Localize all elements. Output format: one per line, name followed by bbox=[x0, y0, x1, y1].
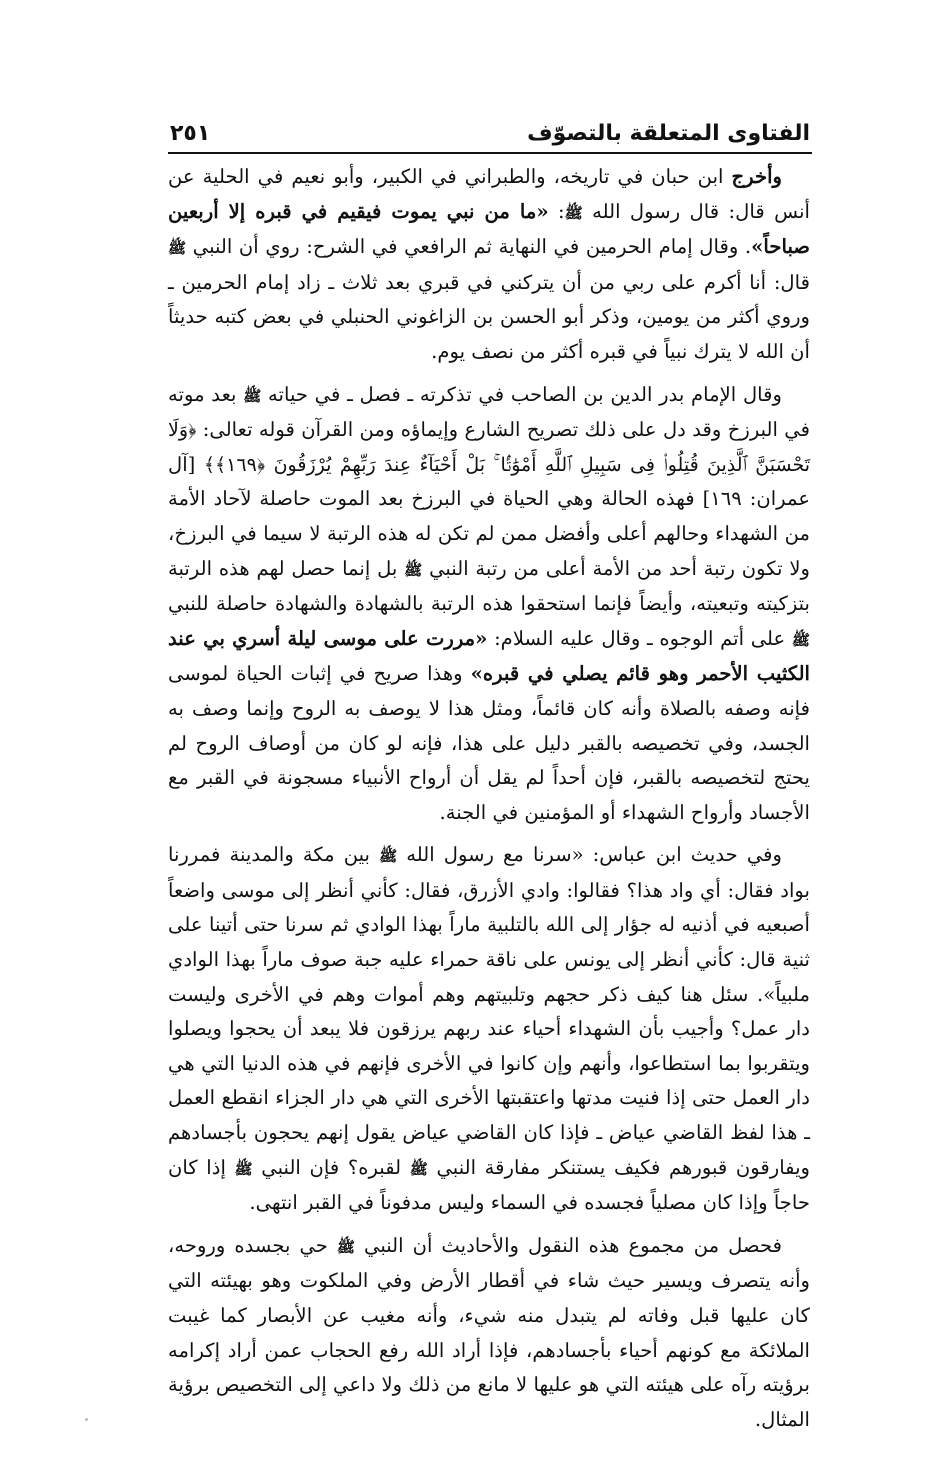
paragraph-text: ابن حبان في تاريخه، والطبراني في الكبير، وأبو نعيم في الحلية عن أنس قال: قال رسول الله bbox=[168, 165, 810, 223]
paragraph-4 bbox=[168, 1229, 810, 1438]
paragraph-opening-word: وأخرج bbox=[731, 165, 782, 188]
paragraph-text: بل إنما حصل لهم هذه الرتبة بتزكيته وتبعيته، وأيضاً فإنما استحقوا هذه الرتبة بالشهادة والشهادة حاصلة للنبي bbox=[168, 556, 810, 616]
header-rule bbox=[168, 152, 812, 154]
scan-speck bbox=[85, 1418, 88, 1421]
paragraph-text: : bbox=[548, 199, 565, 223]
salutation-glyph: ﷺ bbox=[379, 847, 398, 866]
paragraph-text: لقبره؟ فإن النبي bbox=[252, 1155, 410, 1179]
paragraph-text: قال: أنا أكرم على ربي من أن يتركني في قبري بعد ثلاث ـ زاد إمام الحرمين ـ وروي أكثر من يومين، وذكر أبو الحسن بن الزاغوني الحنبلي في بعض كتبه حديثاً أن الله لا يترك نبياً في قبره أكثر من نصف يوم. bbox=[168, 270, 810, 363]
paragraph-2 bbox=[168, 378, 810, 831]
salutation-glyph: ﷺ bbox=[168, 239, 187, 258]
salutation-glyph: ﷺ bbox=[404, 560, 423, 579]
salutation-glyph: ﷺ bbox=[791, 630, 810, 649]
hadith-quote: «ما من نبي يموت فيقيم في قبره إلا أربعين صباحاً» bbox=[168, 199, 810, 259]
quran-verse: ﴿وَلَا تَحْسَبَنَّ ٱلَّذِينَ قُتِلُوا۟ فِى سَبِيلِ ٱللَّهِ أَمْوَٰتًۢا ۚ بَلْ أَحْيَآءٌ عِندَ رَبِّهِمْ يُرْزَقُونَ ﴿١٦٩﴾﴾ bbox=[168, 419, 810, 476]
paragraph-text: حي بجسده وروحه، وأنه يتصرف ويسير حيث شاء في أقطار الأرض وفي الملكوت وهو بهيئته التي كان عليها قبل وفاته لم يتبدل منه شيء، وأنه مغيب عن الأبصار كما غيبت الملائكة مع كونهم أحياء بأجسادهم، فإذا أراد الله رفع الحجاب عمن أراد إكرامه برؤيته رآه على هيئته التي هو عليها لا مانع من ذلك ولا داعي إلى التخصيص برؤية المثال. bbox=[168, 1233, 810, 1431]
salutation-glyph: ﷺ bbox=[336, 1237, 356, 1256]
paragraph-text: . وقال إمام الحرمين في النهاية ثم الرافعي في الشرح: روي أن النبي bbox=[186, 235, 752, 259]
paragraph-text: [آل عمران: ١٦٩] فهذه الحالة وهي الحياة في البرزخ بعد الموت حاصلة لآحاد الأمة من الشهداء وحالهم أعلى وأفضل ممن لم تكن له هذه الرتبة لا سيما في البرزخ، ولا تكون رتبة أحد من الأمة أعلى من رتبة النبي bbox=[168, 452, 811, 580]
page-body bbox=[168, 160, 810, 1437]
paragraph-1 bbox=[168, 160, 810, 370]
salutation-glyph: ﷺ bbox=[234, 1159, 253, 1178]
paragraph-3 bbox=[168, 838, 810, 1221]
paragraph-text: وهذا صريح في إثبات الحياة لموسى فإنه وصفه بالصلاة وأنه كان قائماً، ومثل هذا لا يوصف به الروح وإنما وصف به الجسد، وفي تخصيصه بالقبر دليل على هذا، فإنه لو كان من أوصاف الروح لم يحتج لتخصيصه بالقبر، فإن أحداً لم يقل أن أرواح الأنبياء مسجونة في القبر مع الأجساد وأرواح الشهداء أو المؤمنين في الجنة. bbox=[168, 662, 810, 824]
running-title: الفتاوى المتعلقة بالتصوّف bbox=[527, 121, 810, 146]
salutation-glyph: ﷺ bbox=[564, 203, 583, 222]
paragraph-text: وقال الإمام بدر الدين بن الصاحب في تذكرته ـ فصل ـ في حياته bbox=[261, 382, 782, 406]
paragraph-text: إذا كان حاجاً وإذا كان مصلياً فجسده في السماء وليس مدفوناً في القبر انتهى. bbox=[168, 1155, 810, 1215]
paragraph-text: على أتم الوجوه ـ وقال عليه السلام: bbox=[487, 626, 792, 650]
running-header bbox=[170, 112, 810, 148]
salutation-glyph: ﷺ bbox=[243, 386, 262, 405]
paragraph-text: بعد موته في البرزخ وقد دل على ذلك تصريح الشارع وإيماؤه ومن القرآن قوله تعالى: bbox=[168, 382, 810, 442]
hadith-quote: «مررت على موسى ليلة أسري بي عند الكثيب الأحمر وهو قائم يصلي في قبره» bbox=[168, 626, 810, 686]
page-number: ٢٥١ bbox=[170, 121, 211, 146]
paragraph-text: وفي حديث ابن عباس: «سرنا مع رسول الله bbox=[397, 843, 782, 867]
paragraph-text: فحصل من مجموع هذه النقول والأحاديث أن النبي bbox=[355, 1233, 782, 1257]
paragraph-text: بين مكة والمدينة فمررنا بواد فقال: أي واد هذا؟ فقالوا: وادي الأزرق، فقال: كأني أنظر إلى موسى واضعاً أصبعيه في أذنيه له جؤار إلى الله بالتلبية ماراً بهذا الوادي ثم سرنا حتى أتينا على ثنية قال: كأني أنظر إلى يونس على ناقة حمراء عليه جبة صوف ماراً بهذا الوادي ملبياً». سئل هنا كيف ذكر حجهم وتلبيتهم وهم أموات وهم في الأخرى وليست دار عمل؟ وأجيب بأن الشهداء أحياء عند ربهم يرزقون فلا يبعد أن يحجوا ويصلوا ويتقربوا بما استطاعوا، وأنهم وإن كانوا في الأخرى فإنهم في هذه الدنيا التي هي دار العمل حتى إذا فنيت مدتها واعتقبتها الأخرى التي هي دار الجزاء انقطع العمل ـ هذا لفظ القاضي عياض ـ فإذا كان القاضي عياض يقول إنهم يحجون بأجسادهم ويفارقون قبورهم فكيف يستنكر مفارقة النبي bbox=[168, 843, 811, 1179]
salutation-glyph: ﷺ bbox=[409, 1159, 428, 1178]
